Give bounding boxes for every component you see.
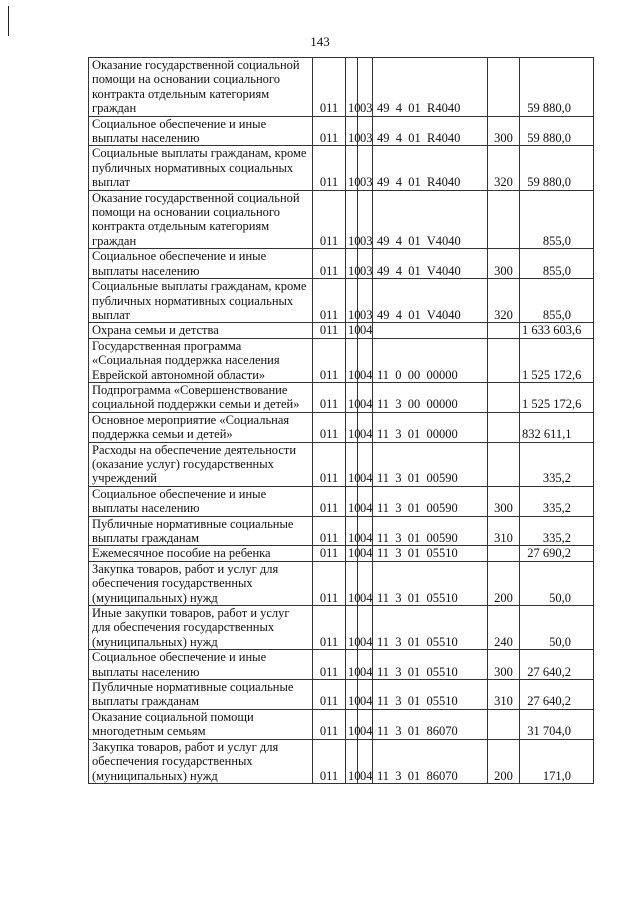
- budget-item-name: Закупка товаров, работ и услуг для обеспечения государственных (муниципальных) нужд: [89, 561, 313, 605]
- section-code: 10: [346, 606, 358, 650]
- section-code: 10: [346, 338, 358, 382]
- ministry-code: 011: [313, 709, 346, 739]
- budget-item-name: Оказание социальной помощи многодетным семьям: [89, 709, 313, 739]
- ministry-code: 011: [313, 190, 346, 249]
- table-row: [89, 249, 594, 279]
- amount-value: 1 633 603,6: [520, 323, 594, 338]
- budget-item-name: Социальное обеспечение и иные выплаты населению: [89, 249, 313, 279]
- subsection-code: 03: [358, 146, 373, 190]
- budget-item-name: Оказание государственной социальной помощи на основании социального контракта отдельным категориям граждан: [89, 58, 313, 117]
- expense-type-code: 300: [488, 650, 520, 680]
- target-article-code: 11 3 01 05510: [373, 680, 488, 710]
- ministry-code: 011: [313, 606, 346, 650]
- subsection-code: 03: [358, 116, 373, 146]
- budget-item-name: Государственная программа «Социальная поддержка населения Еврейской автономной области»: [89, 338, 313, 382]
- amount-value: 1 525 172,6: [520, 382, 594, 412]
- ministry-code: 011: [313, 486, 346, 516]
- target-article-code: 11 3 01 05510: [373, 650, 488, 680]
- subsection-code: 03: [358, 279, 373, 323]
- amount-value: 855,0: [520, 249, 594, 279]
- amount-value: 855,0: [520, 279, 594, 323]
- budget-item-name: Публичные нормативные социальные выплаты гражданам: [89, 680, 313, 710]
- ministry-code: 011: [313, 739, 346, 783]
- amount-value: 27 690,2: [520, 546, 594, 561]
- target-article-code: 49 4 01 V4040: [373, 279, 488, 323]
- section-code: 10: [346, 709, 358, 739]
- target-article-code: 11 3 01 00590: [373, 442, 488, 486]
- subsection-code: 04: [358, 650, 373, 680]
- target-article-code: 49 4 01 R4040: [373, 58, 488, 117]
- ministry-code: 011: [313, 249, 346, 279]
- budget-item-name: Расходы на обеспечение деятельности (оказание услуг) государственных учреждений: [89, 442, 313, 486]
- budget-item-name: Ежемесячное пособие на ребенка: [89, 546, 313, 561]
- subsection-code: 04: [358, 606, 373, 650]
- section-code: 10: [346, 412, 358, 442]
- ministry-code: 011: [313, 442, 346, 486]
- budget-item-name: Основное мероприятие «Социальная поддержка семьи и детей»: [89, 412, 313, 442]
- ministry-code: 011: [313, 561, 346, 605]
- expense-type-code: [488, 546, 520, 561]
- table-row: [89, 516, 594, 546]
- table-row: [89, 561, 594, 605]
- section-code: 10: [346, 486, 358, 516]
- ministry-code: 011: [313, 146, 346, 190]
- ministry-code: 011: [313, 116, 346, 146]
- amount-value: 335,2: [520, 516, 594, 546]
- expense-type-code: 310: [488, 516, 520, 546]
- subsection-code: 04: [358, 561, 373, 605]
- expense-type-code: 320: [488, 146, 520, 190]
- expense-type-code: 320: [488, 279, 520, 323]
- table-row: [89, 116, 594, 146]
- target-article-code: [373, 323, 488, 338]
- amount-value: 335,2: [520, 486, 594, 516]
- subsection-code: 04: [358, 323, 373, 338]
- expense-type-code: [488, 323, 520, 338]
- section-code: 10: [346, 279, 358, 323]
- section-code: 10: [346, 561, 358, 605]
- table-row: [89, 190, 594, 249]
- target-article-code: 11 0 00 00000: [373, 338, 488, 382]
- section-code: 10: [346, 546, 358, 561]
- budget-item-name: Социальное обеспечение и иные выплаты населению: [89, 650, 313, 680]
- ministry-code: 011: [313, 338, 346, 382]
- target-article-code: 11 3 01 86070: [373, 709, 488, 739]
- amount-value: 50,0: [520, 606, 594, 650]
- table-row: [89, 442, 594, 486]
- section-code: 10: [346, 58, 358, 117]
- target-article-code: 11 3 01 05510: [373, 546, 488, 561]
- table-row: [89, 323, 594, 338]
- subsection-code: 04: [358, 516, 373, 546]
- budget-item-name: Социальные выплаты гражданам, кроме публичных нормативных социальных выплат: [89, 279, 313, 323]
- subsection-code: 04: [358, 739, 373, 783]
- subsection-code: 04: [358, 382, 373, 412]
- target-article-code: 11 3 01 05510: [373, 561, 488, 605]
- budget-item-name: Подпрограмма «Совершенствование социальной поддержки семьи и детей»: [89, 382, 313, 412]
- target-article-code: 49 4 01 R4040: [373, 146, 488, 190]
- table-row: [89, 650, 594, 680]
- amount-value: 171,0: [520, 739, 594, 783]
- amount-value: 59 880,0: [520, 58, 594, 117]
- amount-value: 832 611,1: [520, 412, 594, 442]
- amount-value: 59 880,0: [520, 146, 594, 190]
- expense-type-code: [488, 58, 520, 117]
- page-number: 143: [310, 34, 330, 49]
- amount-value: 855,0: [520, 190, 594, 249]
- expense-type-code: 200: [488, 561, 520, 605]
- subsection-code: 04: [358, 709, 373, 739]
- ministry-code: 011: [313, 323, 346, 338]
- subsection-code: 03: [358, 58, 373, 117]
- expense-type-code: [488, 382, 520, 412]
- subsection-code: 04: [358, 680, 373, 710]
- target-article-code: 11 3 01 00590: [373, 516, 488, 546]
- section-code: 10: [346, 516, 358, 546]
- table-row: [89, 146, 594, 190]
- subsection-code: 04: [358, 442, 373, 486]
- section-code: 10: [346, 442, 358, 486]
- table-row: [89, 412, 594, 442]
- budget-item-name: Охрана семьи и детства: [89, 323, 313, 338]
- expense-type-code: 200: [488, 739, 520, 783]
- expense-type-code: 240: [488, 606, 520, 650]
- section-code: 10: [346, 116, 358, 146]
- table-row: [89, 680, 594, 710]
- table-row: [89, 338, 594, 382]
- ministry-code: 011: [313, 382, 346, 412]
- section-code: 10: [346, 680, 358, 710]
- table-row: [89, 546, 594, 561]
- target-article-code: 49 4 01 R4040: [373, 116, 488, 146]
- expense-type-code: [488, 412, 520, 442]
- ministry-code: 011: [313, 680, 346, 710]
- section-code: 10: [346, 650, 358, 680]
- amount-value: 31 704,0: [520, 709, 594, 739]
- table-row: [89, 739, 594, 783]
- ministry-code: 011: [313, 650, 346, 680]
- subsection-code: 04: [358, 486, 373, 516]
- budget-table-body: [89, 58, 594, 784]
- amount-value: 335,2: [520, 442, 594, 486]
- amount-value: 59 880,0: [520, 116, 594, 146]
- target-article-code: 11 3 01 00590: [373, 486, 488, 516]
- budget-item-name: Социальное обеспечение и иные выплаты населению: [89, 486, 313, 516]
- section-code: 10: [346, 382, 358, 412]
- ministry-code: 011: [313, 516, 346, 546]
- section-code: 10: [346, 146, 358, 190]
- expense-type-code: 300: [488, 249, 520, 279]
- amount-value: 27 640,2: [520, 650, 594, 680]
- section-code: 10: [346, 323, 358, 338]
- target-article-code: 49 4 01 V4040: [373, 190, 488, 249]
- margin-line: [8, 6, 9, 36]
- expense-type-code: 300: [488, 116, 520, 146]
- budget-item-name: Социальные выплаты гражданам, кроме публичных нормативных социальных выплат: [89, 146, 313, 190]
- table-row: [89, 58, 594, 117]
- table-row: [89, 382, 594, 412]
- budget-item-name: Публичные нормативные социальные выплаты гражданам: [89, 516, 313, 546]
- table-row: [89, 279, 594, 323]
- expense-type-code: [488, 709, 520, 739]
- subsection-code: 04: [358, 546, 373, 561]
- amount-value: 1 525 172,6: [520, 338, 594, 382]
- target-article-code: 49 4 01 V4040: [373, 249, 488, 279]
- subsection-code: 03: [358, 249, 373, 279]
- target-article-code: 11 3 01 86070: [373, 739, 488, 783]
- table-row: [89, 606, 594, 650]
- ministry-code: 011: [313, 58, 346, 117]
- table-row: [89, 486, 594, 516]
- table-row: [89, 709, 594, 739]
- section-code: 10: [346, 190, 358, 249]
- budget-item-name: Социальное обеспечение и иные выплаты населению: [89, 116, 313, 146]
- budget-item-name: Закупка товаров, работ и услуг для обеспечения государственных (муниципальных) нужд: [89, 739, 313, 783]
- expense-type-code: [488, 190, 520, 249]
- budget-item-name: Иные закупки товаров, работ и услуг для обеспечения государственных (муниципальных) нужд: [89, 606, 313, 650]
- expense-type-code: [488, 338, 520, 382]
- expense-type-code: 310: [488, 680, 520, 710]
- amount-value: 50,0: [520, 561, 594, 605]
- budget-item-name: Оказание государственной социальной помощи на основании социального контракта отдельным категориям граждан: [89, 190, 313, 249]
- subsection-code: 04: [358, 338, 373, 382]
- section-code: 10: [346, 249, 358, 279]
- ministry-code: 011: [313, 412, 346, 442]
- target-article-code: 11 3 01 05510: [373, 606, 488, 650]
- target-article-code: 11 3 01 00000: [373, 412, 488, 442]
- budget-table: [88, 57, 594, 784]
- target-article-code: 11 3 00 00000: [373, 382, 488, 412]
- section-code: 10: [346, 739, 358, 783]
- subsection-code: 03: [358, 190, 373, 249]
- subsection-code: 04: [358, 412, 373, 442]
- ministry-code: 011: [313, 546, 346, 561]
- expense-type-code: 300: [488, 486, 520, 516]
- ministry-code: 011: [313, 279, 346, 323]
- amount-value: 27 640,2: [520, 680, 594, 710]
- expense-type-code: [488, 442, 520, 486]
